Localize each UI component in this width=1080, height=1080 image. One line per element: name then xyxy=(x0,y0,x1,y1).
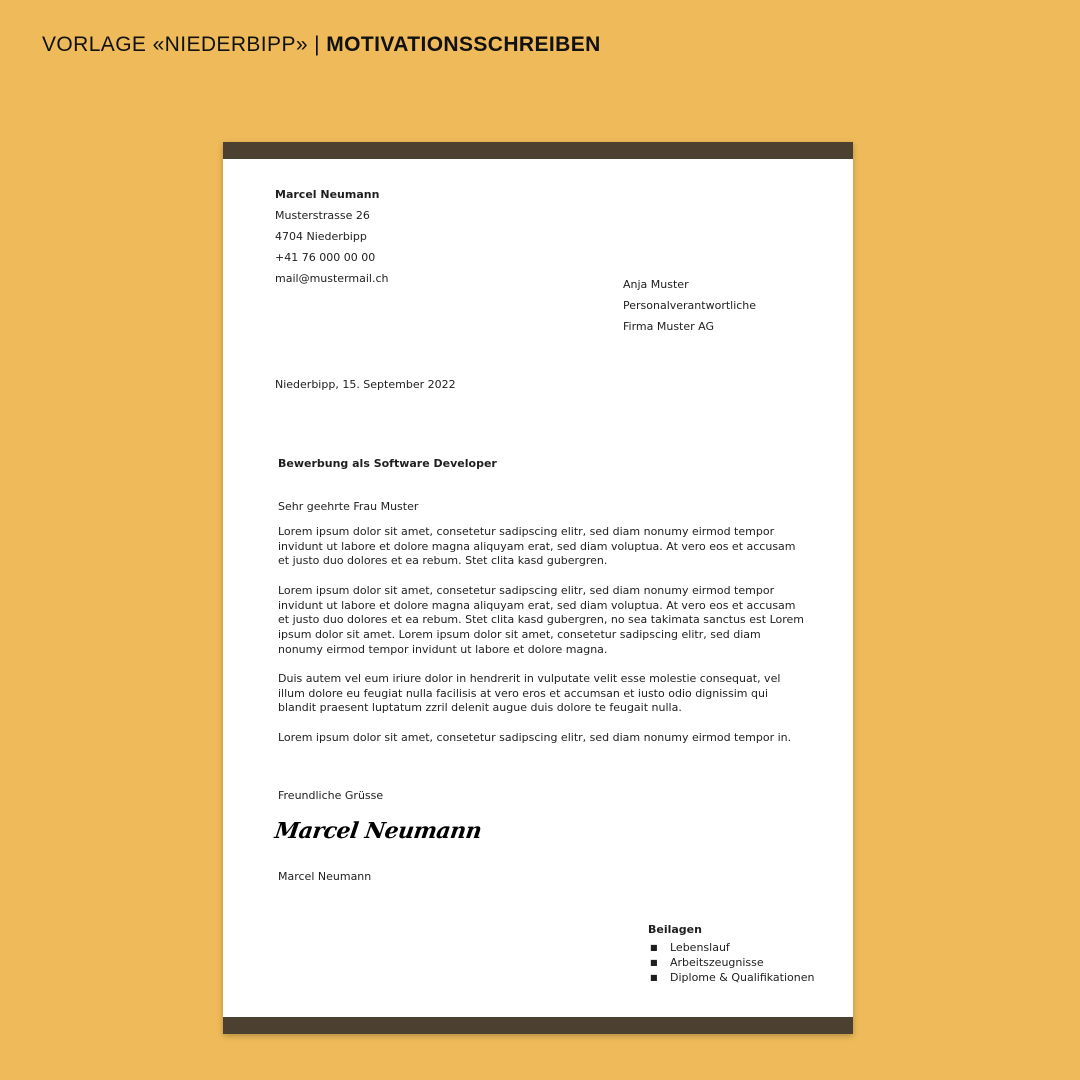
signer-name: Marcel Neumann xyxy=(278,870,372,883)
body-paragraph: Duis autem vel eum iriure dolor in hendrerit in vulputate velit esse molestie consequat, vel illum dolore eu feugiat nulla facilisis at vero eros et accumsan et iusto odio dignissim qui blandit praesent luptatum zzril delenit augue duis dolore te feugait nulla. xyxy=(278,672,781,715)
letter-closing: Freundliche Grüsse xyxy=(278,789,384,802)
list-item xyxy=(648,940,815,955)
letter-body xyxy=(278,525,808,760)
handwritten-signature: Marcel Neumann xyxy=(273,818,484,844)
list-item xyxy=(648,970,815,985)
recipient-name: Anja Muster xyxy=(623,278,689,291)
letter-page xyxy=(223,142,853,1034)
recipient-company: Firma Muster AG xyxy=(623,320,715,333)
template-heading xyxy=(42,33,601,57)
list-item xyxy=(648,955,815,970)
sender-block xyxy=(275,184,388,289)
enclosure-label: Lebenslauf xyxy=(670,941,730,954)
enclosure-label: Arbeitszeugnisse xyxy=(670,956,764,969)
letter-subject: Bewerbung als Software Developer xyxy=(278,457,497,470)
enclosure-label: Diplome & Qualifikationen xyxy=(670,971,815,984)
sender-street: Musterstrasse 26 xyxy=(275,209,370,222)
sender-email: mail@mustermail.ch xyxy=(275,272,389,285)
enclosures-block xyxy=(648,920,815,985)
body-paragraph: Lorem ipsum dolor sit amet, consetetur sadipscing elitr, sed diam nonumy eirmod tempor invidunt ut labore et dolore magna aliquyam erat, sed diam voluptua. At vero eos et accusam et justo duo dolores et ea rebum. Stet clita kasd gubergren, no sea takimata sanctus est Lorem ipsum dolor sit amet. Lorem ipsum dolor sit amet, consetetur sadipscing elitr, sed diam nonumy eirmod tempor invidunt ut labore et dolore magna. xyxy=(278,583,805,656)
sender-city: 4704 Niederbipp xyxy=(275,230,367,243)
sender-name: Marcel Neumann xyxy=(275,188,380,201)
body-paragraph: Lorem ipsum dolor sit amet, consetetur sadipscing elitr, sed diam nonumy eirmod tempor invidunt ut labore et dolore magna aliquyam erat, sed diam voluptua. At vero eos et accusam et justo duo dolores et ea rebum. Stet clita kasd gubergren. xyxy=(278,525,796,568)
template-heading-prefix: VORLAGE «NIEDERBIPP» | xyxy=(42,33,321,56)
recipient-role: Personalverantwortliche xyxy=(623,299,757,312)
enclosures-list xyxy=(648,940,815,985)
bullet-icon: ■ xyxy=(650,958,658,967)
bullet-icon: ■ xyxy=(650,943,658,952)
recipient-block xyxy=(623,274,756,337)
top-accent-bar xyxy=(223,142,853,159)
template-heading-title: MOTIVATIONSSCHREIBEN xyxy=(326,33,601,56)
letter-date: Niederbipp, 15. September 2022 xyxy=(275,378,456,391)
body-paragraph: Lorem ipsum dolor sit amet, consetetur sadipscing elitr, sed diam nonumy eirmod tempor in. xyxy=(278,730,792,744)
enclosures-title: Beilagen xyxy=(648,923,702,936)
letter-greeting: Sehr geehrte Frau Muster xyxy=(278,500,419,513)
bullet-icon: ■ xyxy=(650,973,658,982)
sender-phone: +41 76 000 00 00 xyxy=(275,251,376,264)
bottom-accent-bar xyxy=(223,1017,853,1034)
